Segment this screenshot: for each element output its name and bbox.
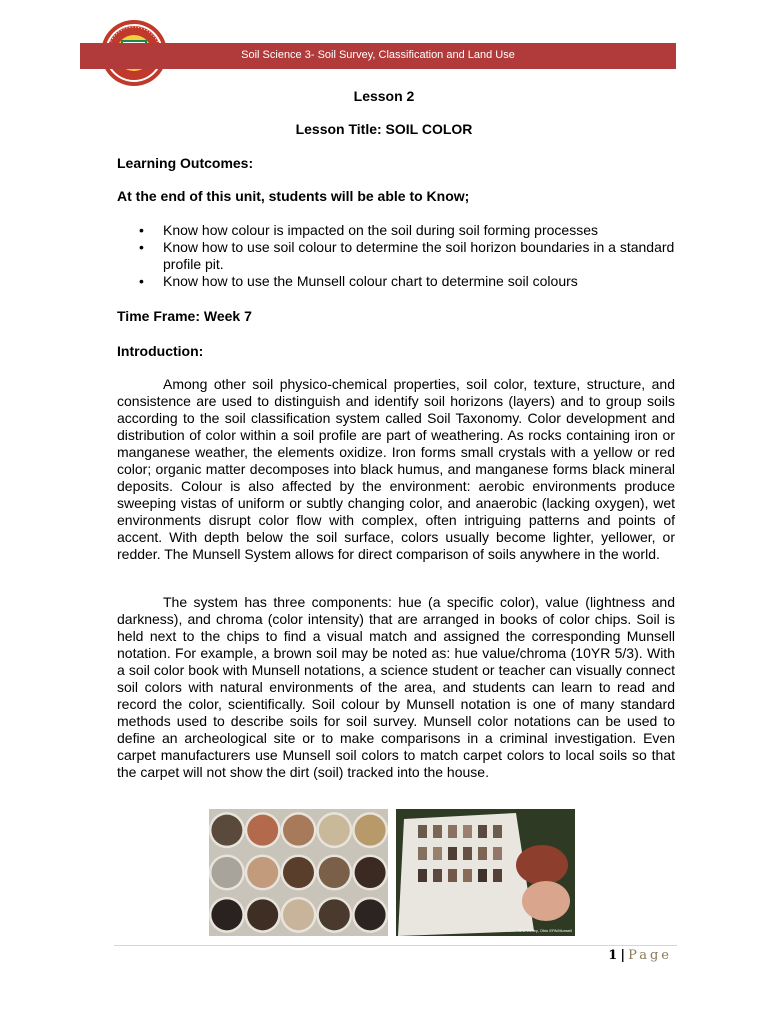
soil-samples-photo <box>209 809 388 936</box>
soil-sample-dish <box>247 899 278 930</box>
soil-sample-dish <box>211 815 242 846</box>
soil-sample-dish <box>355 899 386 930</box>
footer-divider <box>114 945 677 946</box>
header-title: Soil Science 3- Soil Survey, Classification and Land Use <box>241 49 515 61</box>
munsell-color-chip <box>478 869 487 882</box>
soil-sample-dish <box>211 899 242 930</box>
munsell-chart-image <box>396 809 575 936</box>
munsell-color-chip <box>433 869 442 882</box>
munsell-color-chip <box>448 847 457 860</box>
hand <box>522 881 570 921</box>
learning-outcomes-intro: At the end of this unit, students will be able to Know; <box>117 188 470 204</box>
munsell-color-chip <box>463 847 472 860</box>
list-item: • Know how to use soil colour to determine the soil horizon boundaries in a standard profile pit. <box>117 239 677 273</box>
munsell-chart-photo <box>396 809 575 936</box>
photo-credit: © J. Kelley, Ohio EPA/Munsell <box>518 928 572 933</box>
munsell-color-chip <box>493 869 502 882</box>
munsell-color-chip <box>418 825 427 838</box>
header-bar <box>80 43 676 69</box>
soil-sample-dish <box>247 857 278 888</box>
page-footer <box>608 948 672 963</box>
soil-samples-image <box>209 809 388 936</box>
list-item: • Know how colour is impacted on the soil during soil forming processes <box>117 222 677 239</box>
time-frame-heading: Time Frame: Week 7 <box>117 308 252 324</box>
introduction-heading: Introduction: <box>117 343 204 359</box>
soil-sample-dish <box>283 815 314 846</box>
list-item: • Know how to use the Munsell colour chart to determine soil colours <box>117 273 677 290</box>
intro-paragraph-2: The system has three components: hue (a specific color), value (lightness and darkness), and chroma (color intensity) that are arranged in books of color chips. Soil is held next to the chips to find a visual match and assigned the corresponding Munsell notation. For example, a brown soil may be noted as: hue value/chroma (10YR 5/3). With a soil color book with Munsell notations, a science student or teacher can visually connect soil colors with natural environments of the area, and students can learn to read and record the color, scientifically. Soil colour by Munsell notation is one of many standard methods used to describe soils for soil survey. Munsell color notations can be used to define an archeological site or to make comparisons in a criminal investigation. Even carpet manufacturers use Munsell soil colors to match carpet colors to local soils so that the carpet will not show the dirt (soil) tracked into the house. <box>117 594 675 780</box>
munsell-color-chip <box>493 825 502 838</box>
page-number: 1 <box>608 948 618 963</box>
soil-sample-dish <box>355 857 386 888</box>
munsell-color-chip <box>418 869 427 882</box>
page-separator: | <box>620 948 626 963</box>
learning-outcomes-list <box>117 222 677 290</box>
soil-sample-dish <box>355 815 386 846</box>
soil-sample-dish <box>283 899 314 930</box>
soil-sample-dish <box>211 857 242 888</box>
munsell-color-chip <box>493 847 502 860</box>
munsell-color-chip <box>433 847 442 860</box>
munsell-color-chip <box>463 869 472 882</box>
soil-clod <box>516 845 568 885</box>
soil-sample-dish <box>247 815 278 846</box>
page-label: Page <box>628 948 672 963</box>
learning-outcomes-heading: Learning Outcomes: <box>117 155 254 171</box>
munsell-color-chip <box>433 825 442 838</box>
munsell-color-chip <box>418 847 427 860</box>
munsell-color-chip <box>463 825 472 838</box>
munsell-color-chip <box>448 825 457 838</box>
soil-sample-dish <box>283 857 314 888</box>
soil-sample-dish <box>319 899 350 930</box>
lesson-title: Lesson Title: SOIL COLOR <box>295 121 473 137</box>
intro-paragraph-1: Among other soil physico-chemical properties, soil color, texture, structure, and consistence are used to distinguish and identify soil horizons (layers) and to group soils according to the soil classification system called Soil Taxonomy. Color development and distribution of color within a soil profile are part of weathering. As rocks containing iron or manganese weather, the elements oxidize. Iron forms small crystals with a yellow or red color; organic matter decomposes into black humus, and manganese forms black mineral deposits. Colour is also affected by the environment: aerobic environments produce sweeping vistas of uniform or subtly changing color, and anaerobic (lacking oxygen), wet environments disrupt color flow with complex, often intriguing patterns and points of accent. With depth below the soil surface, colors usually become lighter, yellower, or redder. The Munsell System allows for direct comparison of soils anywhere in the world. <box>117 376 675 562</box>
munsell-color-chip <box>478 825 487 838</box>
soil-sample-dish <box>319 815 350 846</box>
soil-sample-dish <box>319 857 350 888</box>
munsell-color-chip <box>478 847 487 860</box>
lesson-number: Lesson 2 <box>353 88 415 104</box>
munsell-color-chip <box>448 869 457 882</box>
